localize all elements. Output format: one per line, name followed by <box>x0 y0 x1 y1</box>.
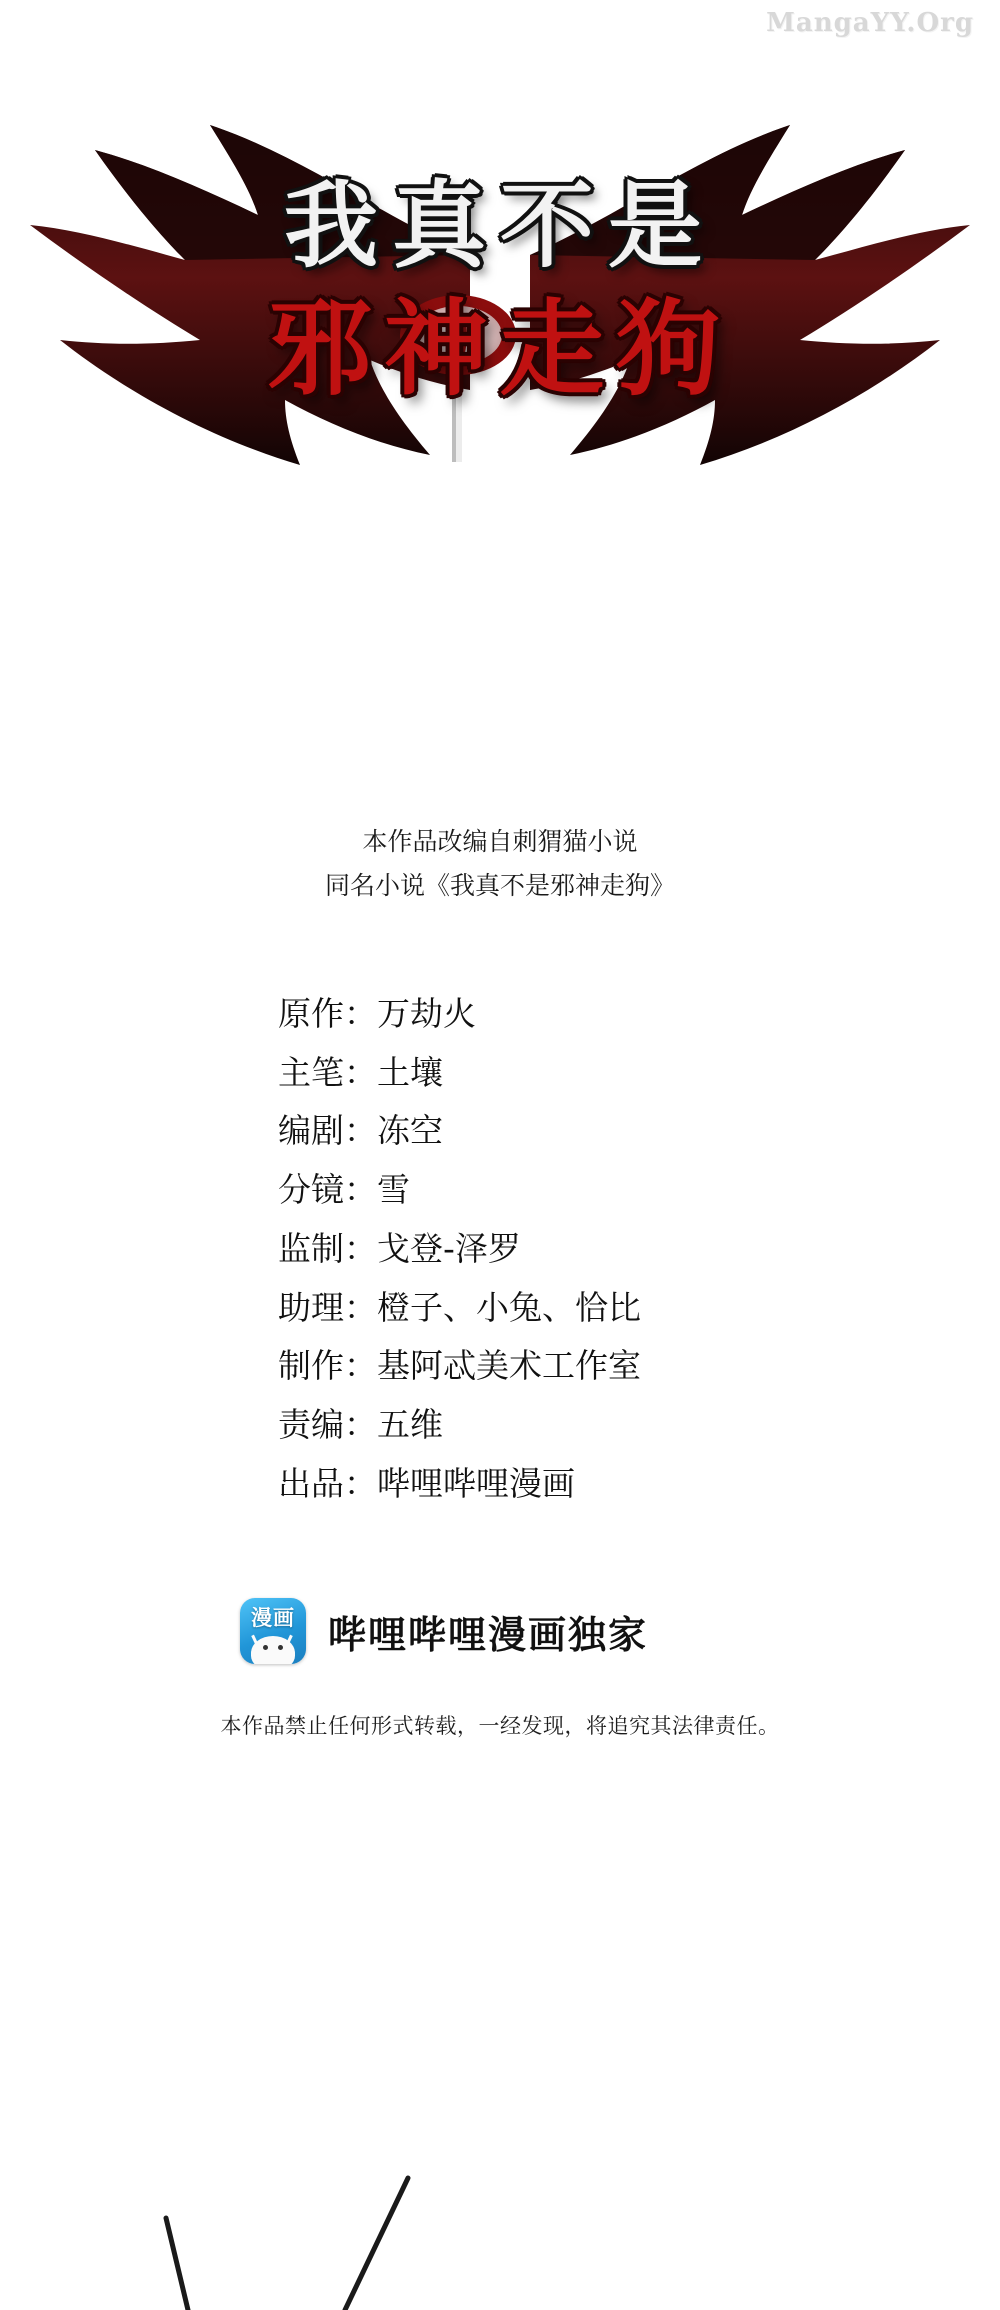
credit-name: 橙子、小兔、恰比 <box>377 1287 641 1327</box>
credit-name: 雪 <box>377 1170 410 1210</box>
bilibili-comics-logo-icon <box>240 1598 306 1664</box>
credit-name: 土壤 <box>377 1052 443 1092</box>
credit-name: 基阿忒美术工作室 <box>377 1346 641 1386</box>
credit-role: 制作： <box>278 1346 377 1386</box>
credit-name: 戈登-泽罗 <box>377 1228 521 1268</box>
credit-row <box>278 1102 641 1161</box>
credit-row <box>278 1396 641 1455</box>
badge-eye-left <box>263 1645 268 1650</box>
credit-role: 出品： <box>278 1463 377 1503</box>
source-line-1: 本作品改编自刺猬猫小说 <box>362 827 638 856</box>
credit-row <box>278 1220 641 1279</box>
source-line-2: 同名小说《我真不是邪神走狗》 <box>324 870 675 900</box>
credit-role: 助理： <box>278 1287 377 1327</box>
credit-row <box>278 1337 641 1396</box>
badge-eye-right <box>278 1645 283 1650</box>
credit-name: 哔哩哔哩漫画 <box>377 1463 575 1503</box>
exclusive-row <box>240 1598 648 1664</box>
exclusive-label: 哔哩哔哩漫画独家 <box>328 1612 649 1657</box>
legal-notice: 本作品禁止任何形式转载，一经发现，将追究其法律责任。 <box>220 1714 780 1738</box>
credit-name: 冻空 <box>377 1111 443 1151</box>
badge-label: 漫画 <box>251 1606 295 1630</box>
credit-row <box>278 1279 641 1338</box>
credit-role: 分镜： <box>278 1170 377 1210</box>
credit-row <box>278 1044 641 1103</box>
title-line-2: 邪神走狗 <box>267 288 732 410</box>
badge-mascot <box>251 1636 295 1664</box>
credit-role: 责编： <box>278 1405 377 1445</box>
credits-list <box>278 985 641 1514</box>
credit-row <box>278 985 641 1044</box>
credit-role: 主笔： <box>278 1052 377 1092</box>
site-watermark: MangaYY.Org <box>766 8 974 38</box>
credit-role: 监制： <box>278 1228 377 1268</box>
panel-artwork-bottom <box>0 2140 1000 2310</box>
title-artwork <box>0 95 1000 515</box>
title-line-1: 我真不是 <box>283 172 716 281</box>
source-note <box>0 820 1000 908</box>
credit-role: 原作： <box>278 994 377 1033</box>
credit-row <box>278 1455 641 1514</box>
ink-strokes-icon <box>0 2140 1000 2310</box>
credit-role: 编剧： <box>278 1111 377 1151</box>
credit-name: 万劫火 <box>377 994 476 1033</box>
credit-name: 五维 <box>377 1405 443 1445</box>
credit-row <box>278 1161 641 1220</box>
